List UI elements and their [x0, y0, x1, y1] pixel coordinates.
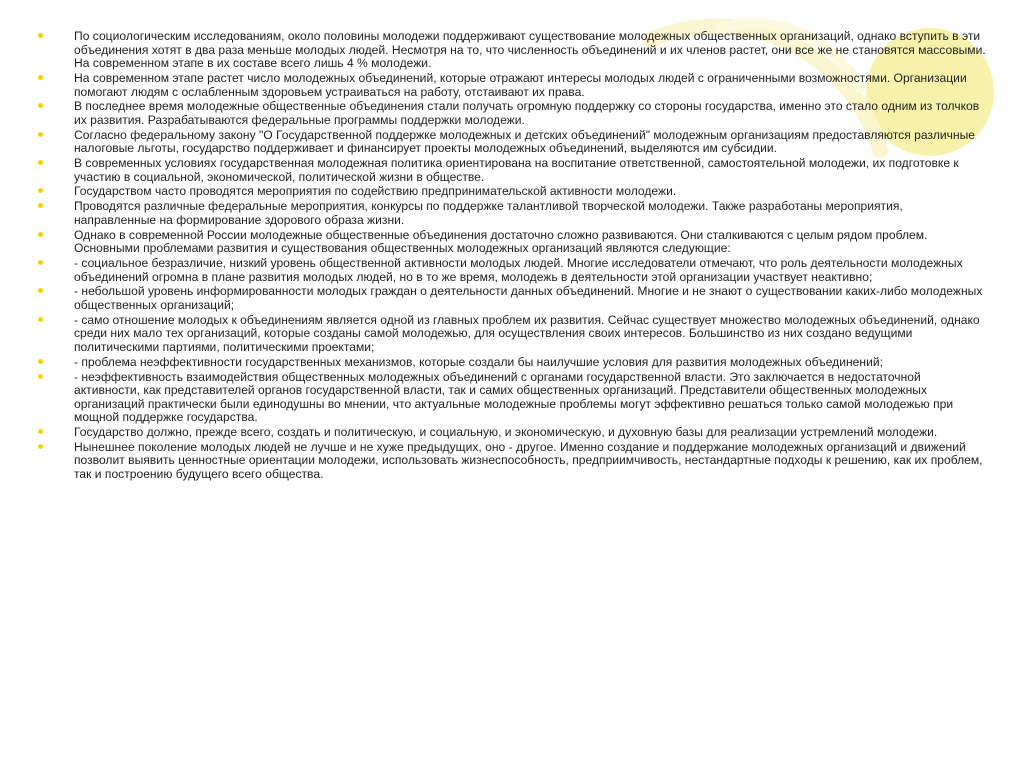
bullet-text: По социологическим исследованиям, около половины молодежи поддерживают существование молодежных общественных организаций, однако вступить в эти объединения хотят в два раза меньше молодых людей. Несмотря на то, что численность объединений и их членов растет, они все же не становятся массовыми. На современном этапе в их составе всего лишь 4 % молодежи. — [74, 29, 986, 71]
bullet-item — [34, 257, 986, 284]
yellow-dot-icon — [38, 75, 43, 80]
bullet-item — [34, 100, 986, 127]
bullet-item — [34, 285, 986, 312]
bullet-text: Государство должно, прежде всего, создать и политическую, и социальную, и экономическую, и духовную базы для реализации устремлений молодежи. — [74, 425, 938, 440]
bullet-item — [34, 72, 986, 99]
yellow-dot-icon — [38, 288, 43, 293]
yellow-dot-icon — [38, 260, 43, 265]
yellow-dot-icon — [38, 429, 43, 434]
bullet-item — [34, 185, 986, 199]
bullet-text: На современном этапе растет число молодежных объединений, которые отражают интересы молодых людей с ограниченными возможностями. Организации помогают людям с ослабленным здоровьем устраиваться на работу, отстаивают их права. — [74, 70, 967, 99]
yellow-dot-icon — [38, 132, 43, 137]
bullet-item — [34, 157, 986, 184]
bullet-text: - неэффективность взаимодействия общественных молодежных объединений с органами государственной власти. Это заключается в недостаточной активности, как представителей органов государственной власти, так и самих общественных организаций. Представители общественных молодежных организаций практически были единодушны во мнении, что актуальные молодежные проблемы могут эффективно решаться только самой молодежью при мощной поддержке государства. — [74, 369, 954, 425]
yellow-dot-icon — [38, 203, 43, 208]
bullet-item — [34, 30, 986, 71]
yellow-dot-icon — [38, 317, 43, 322]
bullet-item — [34, 426, 986, 440]
yellow-dot-icon — [38, 444, 43, 449]
bullet-text: Государством часто проводятся мероприятия по содействию предпринимательской активности молодежи. — [74, 184, 677, 199]
bullet-list — [34, 30, 986, 483]
bullet-item — [34, 371, 986, 425]
bullet-item — [34, 129, 986, 156]
bullet-text: - небольшой уровень информированности молодых граждан о деятельности данных объединений. Многие и не знают о существовании каких-либо молодежных общественных организаций; — [74, 284, 983, 312]
yellow-dot-icon — [38, 103, 43, 108]
yellow-dot-icon — [38, 232, 43, 237]
bullet-text: Нынешнее поколение молодых людей не лучше и не хуже предыдущих, оно - другое. Именно создание и поддержание молодежных организаций и движений позволит выявить ценностные ориентации молодежи, использовать жизнеспособность, предприимчивость, нестандартные подходы к решению, как их проблем, так и построению будущего всего общества. — [74, 439, 983, 482]
bullet-item — [34, 441, 986, 482]
yellow-dot-icon — [38, 359, 43, 364]
yellow-dot-icon — [38, 188, 43, 193]
yellow-dot-icon — [38, 33, 43, 38]
yellow-dot-icon — [38, 160, 43, 165]
bullet-item — [34, 356, 986, 370]
bullet-text: - социальное безразличие, низкий уровень общественной активности молодых людей. Многие исследователи отмечают, что роль деятельности молодежных объединений огромна в плане развития молодых людей, но в то же время, молодежь в деятельности этой организации участвует неактивно; — [74, 256, 963, 284]
bullet-text: В современных условиях государственная молодежная политика ориентирована на воспитание ответственной, самостоятельной молодежи, их подготовке к участию в социальной, экономической, политической жизни в обществе. — [74, 156, 959, 184]
bullet-text: Проводятся различные федеральные мероприятия, конкурсы по поддержке талантливой творческой молодежи. Также разработаны мероприятия, направленные на формирование здорового образа жизни. — [74, 199, 903, 227]
bullet-text: Согласно федеральному закону "О Государственной поддержке молодежных и детских объединений" молодежным организациям предоставляются различные налоговые льготы, государство поддерживает и финансирует проекты молодежных объединений, выделяются им субсидии. — [74, 127, 976, 156]
bullet-text: Однако в современной России молодежные общественные объединения достаточно сложно развиваются. Они сталкиваются с целым рядом проблем. Основными проблемами развития и существования общественных молодежных организаций являются следующие: — [74, 227, 928, 256]
bullet-item — [34, 229, 986, 256]
bullet-item — [34, 314, 986, 355]
bullet-text: - само отношение молодых к объединениям является одной из главных проблем их развития. Сейчас существует множество молодежных объединений, однако среди них мало тех организаций, которые созданы самой молодежью, для осуществления своих интересов. Большинство из них создано ведущими политическими партиями, политическими проектами; — [74, 312, 980, 354]
bullet-text: В последнее время молодежные общественные объединения стали получать огромную поддержку со стороны государства, именно это стало одним из толчков их развития. Разрабатываются федеральные программы поддержки молодежи. — [74, 99, 980, 127]
bullet-text: - проблема неэффективности государственных механизмов, которые создали бы наилучшие условия для развития молодежных объединений; — [74, 354, 883, 369]
yellow-dot-icon — [38, 374, 43, 379]
bullet-item — [34, 200, 986, 227]
